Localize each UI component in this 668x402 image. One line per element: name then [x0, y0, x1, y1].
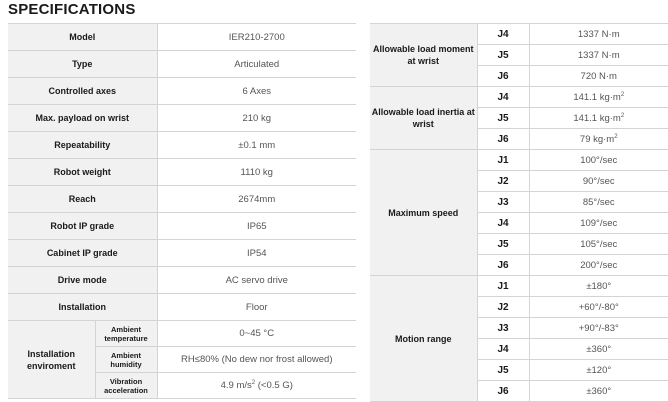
value-text: (<0.5 G) — [255, 380, 293, 391]
value-text: 79 kg·m — [579, 133, 615, 145]
row-value: 720 N·m — [529, 66, 668, 87]
sub-label: Ambient humidity — [95, 347, 157, 373]
row-value: 1337 N·m — [529, 24, 668, 45]
axis-label: J4 — [477, 339, 529, 360]
value-text: 141.1 kg·m — [573, 91, 621, 103]
row-value — [529, 129, 668, 150]
row-label: Reach — [8, 186, 157, 213]
superscript: 2 — [620, 91, 625, 98]
axis-label: J6 — [477, 66, 529, 87]
row-value: 1337 N·m — [529, 45, 668, 66]
table-row — [8, 51, 356, 78]
axis-label: J2 — [477, 297, 529, 318]
table-row — [8, 132, 356, 159]
axis-label: J4 — [477, 213, 529, 234]
specs-table-right — [370, 23, 668, 402]
row-value: 100°/sec — [529, 150, 668, 171]
row-label: Controlled axes — [8, 78, 157, 105]
sub-label: Ambient temperature — [95, 321, 157, 347]
table-row — [8, 24, 356, 51]
table-row — [370, 150, 668, 171]
row-value — [529, 87, 668, 108]
row-value: ±360° — [529, 339, 668, 360]
superscript: 2 — [614, 133, 618, 140]
superscript: 2 — [620, 112, 625, 119]
value-text: 141.1 kg·m — [573, 112, 621, 124]
axis-label: J3 — [477, 318, 529, 339]
axis-label: J5 — [477, 360, 529, 381]
row-value: Articulated — [157, 51, 356, 78]
superscript: 2 — [251, 380, 256, 386]
sub-label: Vibration acceleration — [95, 373, 157, 399]
table-row — [8, 105, 356, 132]
row-value: 6 Axes — [157, 78, 356, 105]
row-value: +60°/-80° — [529, 297, 668, 318]
table-row — [8, 267, 356, 294]
axis-label: J1 — [477, 150, 529, 171]
table-row — [8, 186, 356, 213]
table-row — [8, 159, 356, 186]
row-value — [157, 373, 356, 399]
group-label-moment: Allowable load moment at wrist — [370, 24, 477, 87]
row-value: ±360° — [529, 381, 668, 402]
row-value: IER210-2700 — [157, 24, 356, 51]
row-value: 105°/sec — [529, 234, 668, 255]
row-label: Repeatability — [8, 132, 157, 159]
row-label: Cabinet IP grade — [8, 240, 157, 267]
row-label: Installation — [8, 294, 157, 321]
table-row — [8, 213, 356, 240]
row-value: AC servo drive — [157, 267, 356, 294]
axis-label: J3 — [477, 192, 529, 213]
axis-label: J1 — [477, 276, 529, 297]
page-title: SPECIFICATIONS — [8, 1, 136, 18]
row-value: ±120° — [529, 360, 668, 381]
table-row — [370, 276, 668, 297]
row-value: IP54 — [157, 240, 356, 267]
table-row — [8, 78, 356, 105]
table-row — [8, 294, 356, 321]
row-value: RH≤80% (No dew nor frost allowed) — [157, 347, 356, 373]
row-label: Max. payload on wrist — [8, 105, 157, 132]
row-value — [529, 108, 668, 129]
axis-label: J5 — [477, 234, 529, 255]
row-value: ±0.1 mm — [157, 132, 356, 159]
axis-label: J4 — [477, 24, 529, 45]
row-label: Model — [8, 24, 157, 51]
axis-label: J6 — [477, 255, 529, 276]
row-value: 109°/sec — [529, 213, 668, 234]
table-row — [8, 240, 356, 267]
axis-label: J2 — [477, 171, 529, 192]
group-label-inertia: Allowable load inertia at wrist — [370, 87, 477, 150]
axis-label: J5 — [477, 45, 529, 66]
row-label: Robot IP grade — [8, 213, 157, 240]
table-row — [8, 321, 356, 347]
axis-label: J4 — [477, 87, 529, 108]
row-value: +90°/-83° — [529, 318, 668, 339]
row-value: Floor — [157, 294, 356, 321]
axis-label: J6 — [477, 381, 529, 402]
group-label-installation-env: Installation enviroment — [8, 321, 95, 399]
group-label-motion: Motion range — [370, 276, 477, 402]
value-text: 4.9 m/s — [220, 380, 252, 391]
row-value: IP65 — [157, 213, 356, 240]
row-label: Robot weight — [8, 159, 157, 186]
table-row — [370, 24, 668, 45]
table-row — [370, 87, 668, 108]
row-value: 210 kg — [157, 105, 356, 132]
row-value: 200°/sec — [529, 255, 668, 276]
row-value: 2674mm — [157, 186, 356, 213]
row-value: 90°/sec — [529, 171, 668, 192]
axis-label: J6 — [477, 129, 529, 150]
row-value: 0~45 °C — [157, 321, 356, 347]
row-value: 1110 kg — [157, 159, 356, 186]
group-label-speed: Maximum speed — [370, 150, 477, 276]
row-label: Drive mode — [8, 267, 157, 294]
axis-label: J5 — [477, 108, 529, 129]
row-value: 85°/sec — [529, 192, 668, 213]
row-value: ±180° — [529, 276, 668, 297]
row-label: Type — [8, 51, 157, 78]
specs-table-left — [8, 23, 356, 399]
